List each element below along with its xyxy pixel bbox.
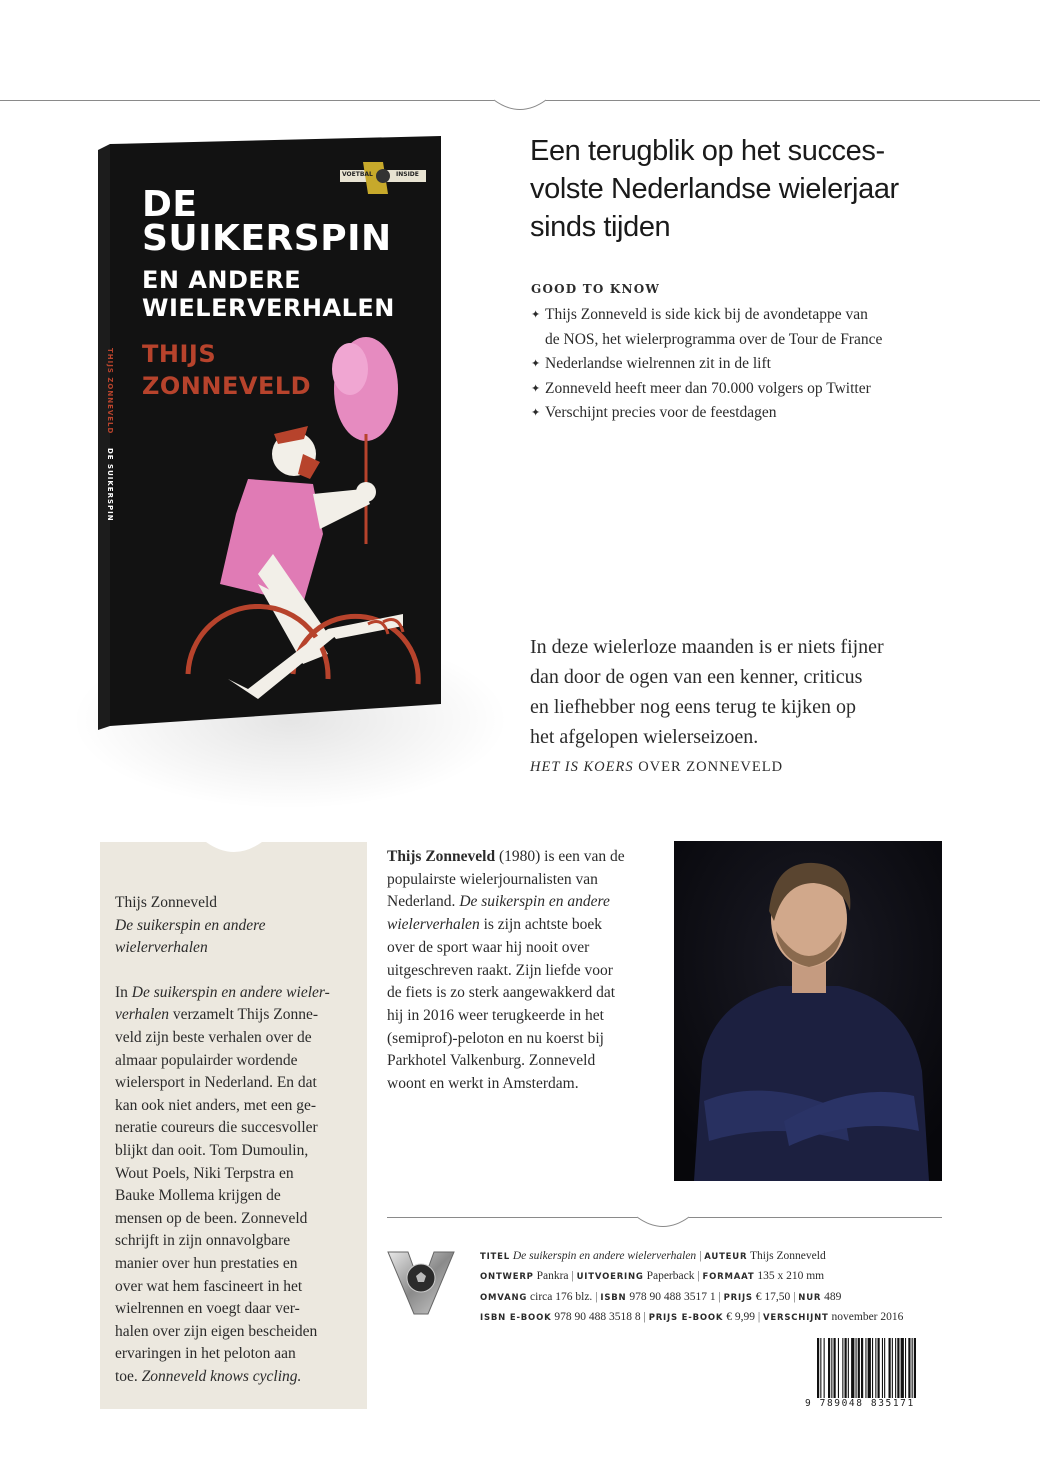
list-item-line1: Verschijnt precies voor de feestdagen (545, 404, 777, 421)
cover-badge-right: INSIDE (396, 171, 419, 178)
bio-text-it: wielerverhalen (387, 916, 480, 934)
star-bullet-icon: ✦ (531, 358, 541, 370)
barcode-digits: 9 789048 835171 (805, 1398, 942, 1409)
barcode-bar (848, 1338, 849, 1400)
sidebar-title-line1: De suikerspin en andere (115, 916, 266, 934)
cover-subtitle-line2: WIELERVERHALEN (142, 294, 395, 322)
list-item (531, 401, 951, 426)
barcode-bar (842, 1338, 843, 1400)
barcode-bar (858, 1338, 860, 1400)
author-bio (387, 846, 667, 1096)
barcode-bar (914, 1338, 916, 1400)
spec-label-isbn: ISBN (600, 1292, 627, 1303)
specs-divider-notch (637, 1216, 689, 1228)
star-bullet-icon: ✦ (531, 309, 541, 321)
sidebar-text-post: verzamelt Thijs Zonne- (168, 1006, 319, 1024)
cover-badge-left: VOETBAL (342, 171, 373, 178)
spec-label-titel: TITEL (480, 1252, 510, 1262)
sidebar-text-pre: mensen op de been. Zonneveld (115, 1209, 308, 1227)
sidebar-line (115, 1230, 360, 1253)
spec-value-isbn: 978 90 488 3517 1 (629, 1290, 716, 1303)
spec-value-verschijnt: november 2016 (831, 1311, 904, 1324)
sidebar-text-pre: wielersport in Nederland. En dat (115, 1074, 317, 1092)
spec-label-ontwerp: ONTWERP (480, 1272, 534, 1283)
sidebar-notch (206, 842, 262, 854)
barcode-bar (845, 1338, 847, 1400)
quote-line2: dan door de ogen van een kenner, criticus (530, 666, 863, 688)
spec-value-prijs: € 17,50 (755, 1290, 791, 1303)
headline-line1: Een terugblik op het succes- (530, 135, 885, 167)
book-cover (98, 134, 443, 730)
sidebar-text-pre: almaar populairder wordende (115, 1051, 298, 1069)
spec-value-auteur: Thijs Zonneveld (750, 1250, 826, 1262)
headline-line2: volste Nederlandse wielerjaar (530, 173, 899, 205)
bio-text-b: Thijs Zonneveld (387, 848, 496, 865)
list-item-line1: Zonneveld heeft meer dan 70.000 volgers op Twitter (545, 379, 871, 397)
spec-value-ontwerp: Pankra (536, 1270, 569, 1283)
barcode-bar (908, 1338, 910, 1400)
sidebar-text-pre: toe. (115, 1367, 142, 1385)
voetbal-inside-v-logo-icon (386, 1248, 456, 1316)
author-photo-art (674, 841, 942, 1181)
spec-separator: | (757, 1311, 761, 1324)
specs-line1 (480, 1247, 950, 1267)
sidebar-text-it: De suikerspin en andere wieler- (131, 983, 330, 1001)
barcode-bar (820, 1338, 821, 1400)
specs-line3 (480, 1288, 950, 1308)
bio-text-pre: over de sport waar hij nooit over (387, 938, 590, 956)
bio-line (387, 1005, 667, 1028)
barcode-bar (838, 1338, 839, 1400)
barcode-bar (856, 1338, 857, 1400)
sidebar-line (115, 982, 360, 1005)
bio-text-pre: de fiets is zo sterk aangewakkerd dat (387, 984, 616, 1002)
bio-text-pre: woont en werkt in Amsterdam. (387, 1075, 579, 1093)
barcode-bar (912, 1338, 913, 1400)
bio-line (387, 869, 667, 892)
sidebar-text-pre: neratie coureurs die succesvoller (115, 1119, 318, 1137)
star-bullet-icon: ✦ (531, 382, 541, 395)
sidebar-text-pre: In (115, 983, 132, 1001)
sidebar-text-pre: kan ook niet anders, met een ge- (115, 1096, 316, 1114)
barcode-bar (861, 1338, 863, 1400)
barcode-bar (875, 1338, 876, 1400)
bio-line (387, 914, 667, 937)
barcode-bar (892, 1338, 893, 1400)
sidebar-text-pre: veld zijn beste verhalen over de (115, 1028, 312, 1046)
barcode-bar (868, 1338, 871, 1400)
quote-source-publication: HET IS KOERS (530, 759, 634, 775)
sidebar-content (115, 892, 360, 1388)
bio-line (387, 982, 667, 1005)
sidebar-line (115, 1343, 360, 1366)
sidebar-line (115, 1027, 360, 1050)
sidebar-line (115, 1208, 360, 1231)
sidebar-text-pre: halen over zijn eigen bescheiden (115, 1322, 318, 1340)
bio-line (387, 937, 667, 960)
list-item (531, 303, 951, 352)
list-item (531, 352, 951, 377)
bio-text-pre: (1980) is een van de (495, 848, 625, 865)
bio-line (387, 1028, 667, 1051)
bio-text-pre: populairste wielerjournalisten van (387, 870, 598, 888)
sidebar-line (115, 1253, 360, 1276)
bio-line (387, 891, 667, 914)
spec-separator: | (595, 1290, 598, 1303)
sidebar-line (115, 1117, 360, 1140)
list-item-line2: de NOS, het wielerprogramma over de Tour de France (545, 330, 883, 348)
cover-title-line2: SUIKERSPIN (142, 218, 392, 259)
spec-value-uitvoering: Paperback (646, 1270, 695, 1283)
sidebar-title-line2: wielerverhalen (115, 939, 208, 957)
sidebar-line (115, 1140, 360, 1163)
barcode-bar (882, 1338, 883, 1400)
spec-label-verschijnt: VERSCHIJNT (763, 1313, 829, 1324)
sidebar-text-pre: Wout Poels, Niki Terpstra en (115, 1164, 294, 1182)
spine-title: DE SUIKERSPIN (106, 448, 114, 522)
spec-label-isbn-ebook: ISBN E-BOOK (480, 1313, 552, 1324)
sidebar-text-pre: ervaringen in het peloton aan (115, 1345, 296, 1363)
review-quote (530, 632, 950, 752)
bio-line (387, 846, 667, 869)
bio-text-post: is zijn achtste boek (479, 916, 602, 934)
cover-author-line1: THIJS (142, 340, 217, 368)
barcode-bar (834, 1338, 836, 1400)
barcode-bar (851, 1338, 854, 1400)
sidebar-author: Thijs Zonneveld (115, 894, 218, 911)
good-to-know-heading: GOOD TO KNOW (531, 282, 661, 296)
barcode-bar (865, 1338, 866, 1400)
barcode-bar (895, 1338, 896, 1400)
sidebar-text-pre: blijkt dan ooit. Tom Dumoulin, (115, 1141, 309, 1159)
barcode-bar (905, 1338, 906, 1400)
sidebar-line (115, 1321, 360, 1344)
sidebar-text-pre: manier over hun prestaties en (115, 1254, 298, 1272)
cover-author-line2: ZONNEVELD (142, 372, 312, 400)
spec-value-titel: De suikerspin en andere wielerverhalen (512, 1250, 697, 1262)
spec-separator: | (699, 1250, 702, 1262)
spec-label-prijs-ebook: PRIJS E-BOOK (648, 1313, 724, 1324)
barcode-bar (878, 1338, 880, 1400)
sidebar-line (115, 1050, 360, 1073)
sidebar-text-pre: over wat hem fascineert in het (115, 1277, 303, 1295)
bio-line (387, 1050, 667, 1073)
top-divider-notch (494, 99, 546, 111)
barcode-bar (831, 1338, 832, 1400)
list-item-line1: Thijs Zonneveld is side kick bij de avondetappe van (545, 306, 868, 323)
bio-text-pre: uitgeschreven raakt. Zijn liefde voor (387, 961, 613, 979)
list-item-line1: Nederlandse wielrennen zit in de lift (545, 355, 771, 372)
bio-line (387, 960, 667, 983)
spec-value-prijs-ebook: € 9,99 (726, 1311, 755, 1324)
headline (530, 132, 950, 246)
sidebar-line (115, 1366, 360, 1389)
good-to-know-list (531, 303, 951, 426)
cover-title-line1: DE (142, 184, 198, 225)
spec-value-omvang: circa 176 blz. (530, 1290, 593, 1303)
spec-label-prijs: PRIJS (723, 1292, 753, 1303)
sidebar-panel (100, 842, 367, 1409)
sidebar-line (115, 1298, 360, 1321)
bio-text-pre: hij in 2016 weer terugkeerde in het (387, 1006, 604, 1024)
cover-subtitle-line1: EN ANDERE (142, 266, 302, 294)
spec-separator: | (571, 1270, 574, 1283)
sidebar-text-pre: wielrennen en voegt daar ver- (115, 1300, 300, 1318)
barcode-bar (901, 1338, 904, 1400)
sidebar-body (115, 982, 360, 1389)
spec-label-formaat: FORMAAT (702, 1272, 755, 1283)
spec-label-auteur: AUTEUR (704, 1252, 748, 1262)
author-photo (674, 841, 942, 1181)
sidebar-line (115, 1163, 360, 1186)
spine-author: THIJS ZONNEVELD (106, 348, 114, 435)
bio-text-pre: Parkhotel Valkenburg. Zonneveld (387, 1052, 596, 1070)
sidebar-text-it: Zonneveld knows cycling. (141, 1367, 302, 1385)
spec-value-formaat: 135 x 210 mm (757, 1270, 825, 1283)
spec-separator: | (697, 1270, 700, 1283)
specs-line4 (480, 1308, 950, 1328)
specs-line2 (480, 1267, 950, 1287)
book-specs (480, 1247, 950, 1329)
bio-line (387, 1073, 667, 1096)
spec-value-isbn-ebook: 978 90 488 3518 8 (554, 1311, 641, 1324)
bio-text-it: De suikerspin en andere (459, 893, 610, 911)
headline-line3: sinds tijden (530, 211, 671, 243)
barcode-bar (817, 1338, 819, 1400)
barcode-bar (897, 1338, 899, 1400)
sidebar-text-pre: schrijft in zijn onnavolgbare (115, 1232, 291, 1250)
spec-separator: | (793, 1290, 796, 1303)
quote-line1: In deze wielerloze maanden is er niets fijner (530, 636, 884, 658)
spec-label-nur: NUR (798, 1292, 822, 1303)
sidebar-text-pre: Bauke Mollema krijgen de (115, 1187, 281, 1205)
barcode-bar (889, 1338, 891, 1400)
sidebar-line (115, 1095, 360, 1118)
quote-source-rest: OVER ZONNEVELD (633, 759, 784, 775)
bio-text-pre: (semiprof)-peloton en nu koerst bij (387, 1029, 604, 1047)
sidebar-text-it: verhalen (115, 1006, 169, 1024)
quote-line4: het afgelopen wielerseizoen. (530, 726, 759, 748)
sidebar-line (115, 1276, 360, 1299)
star-bullet-icon: ✦ (531, 407, 541, 419)
barcode-bar (828, 1338, 830, 1400)
list-item (531, 377, 951, 402)
quote-source (530, 759, 783, 776)
spec-separator: | (643, 1311, 646, 1324)
barcode-bar (884, 1338, 885, 1400)
spec-label-omvang: OMVANG (480, 1292, 528, 1303)
barcode-bar (872, 1338, 873, 1400)
sidebar-line (115, 1072, 360, 1095)
spec-label-uitvoering: UITVOERING (576, 1272, 644, 1283)
quote-line3: en liefhebber nog eens terug te kijken op (530, 696, 856, 718)
spec-separator: | (718, 1290, 721, 1303)
sidebar-line (115, 1185, 360, 1208)
sidebar-line (115, 1004, 360, 1027)
barcode-bar (824, 1338, 825, 1400)
spec-value-nur: 489 (824, 1290, 842, 1303)
bio-text-pre: Nederland. (387, 893, 460, 911)
